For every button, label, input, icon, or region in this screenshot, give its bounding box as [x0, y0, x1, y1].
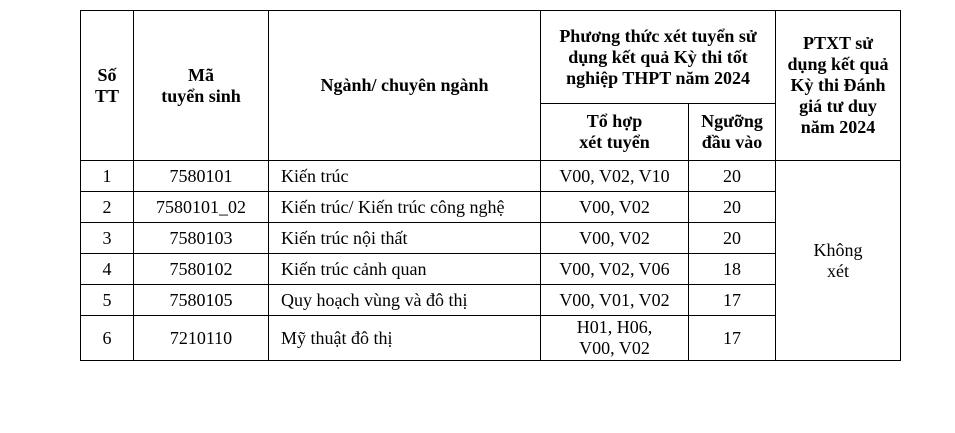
cell-stt: 1 [81, 161, 134, 192]
cell-to-hop: V00, V02, V10 [541, 161, 689, 192]
cell-ma: 7580102 [134, 254, 269, 285]
header-stt-line: TT [94, 85, 119, 106]
cell-khong-xet [776, 161, 901, 361]
cell-nguong: 18 [689, 254, 776, 285]
header-ptxt-thpt-line: dụng kết quả Kỳ thi tốt [568, 46, 748, 67]
cell-stt: 6 [81, 316, 134, 361]
cell-ma: 7580101 [134, 161, 269, 192]
header-to-hop-line: Tổ hợp [586, 111, 643, 131]
cell-nguong: 17 [689, 285, 776, 316]
table-row [81, 161, 901, 192]
cell-to-hop-line: V00, V02 [579, 338, 650, 358]
cell-to-hop: V00, V02, V06 [541, 254, 689, 285]
cell-stt: 3 [81, 223, 134, 254]
cell-ma: 7580105 [134, 285, 269, 316]
header-to-hop-line: xét tuyển [579, 132, 650, 152]
cell-ma: 7580101_02 [134, 192, 269, 223]
cell-to-hop: V00, V02 [541, 223, 689, 254]
header-ma-line: Mã [188, 64, 214, 85]
cell-nguong: 20 [689, 192, 776, 223]
khong-xet-line: Không [813, 239, 863, 260]
cell-nguong: 17 [689, 316, 776, 361]
cell-nguong: 20 [689, 161, 776, 192]
header-ma [134, 11, 269, 161]
header-stt [81, 11, 134, 161]
header-ma-line: tuyển sinh [161, 85, 241, 106]
cell-nganh: Kiến trúc nội thất [269, 223, 541, 254]
header-to-hop [541, 104, 689, 161]
cell-to-hop: V00, V02 [541, 192, 689, 223]
header-ptxt-dgtd-line: dụng kết quả [787, 54, 889, 74]
cell-ma: 7210110 [134, 316, 269, 361]
header-ptxt-dgtd [776, 11, 901, 161]
cell-nganh: Kiến trúc/ Kiến trúc công nghệ [269, 192, 541, 223]
cell-nganh: Kiến trúc cảnh quan [269, 254, 541, 285]
cell-nguong: 20 [689, 223, 776, 254]
admission-table [80, 10, 901, 361]
cell-stt: 5 [81, 285, 134, 316]
header-ptxt-dgtd-line: giá tư duy [799, 96, 877, 116]
khong-xet-line: xét [827, 260, 850, 281]
cell-to-hop-line: H01, H06, [576, 317, 653, 337]
header-stt-line: Số [97, 64, 117, 85]
header-nganh: Ngành/ chuyên ngành [269, 11, 541, 161]
header-ptxt-thpt-line: Phương thức xét tuyển sử [559, 25, 757, 46]
cell-to-hop: V00, V01, V02 [541, 285, 689, 316]
header-ptxt-thpt-line: nghiệp THPT năm 2024 [566, 67, 750, 88]
header-ptxt-dgtd-line: PTXT sử [803, 33, 874, 53]
cell-stt: 2 [81, 192, 134, 223]
header-ptxt-thpt [541, 11, 776, 104]
cell-nganh: Kiến trúc [269, 161, 541, 192]
cell-ma: 7580103 [134, 223, 269, 254]
header-nguong-line: đầu vào [701, 132, 763, 152]
cell-nganh: Mỹ thuật đô thị [269, 316, 541, 361]
cell-to-hop [541, 316, 689, 361]
cell-nganh: Quy hoạch vùng và đô thị [269, 285, 541, 316]
header-nguong-line: Ngưỡng [701, 111, 763, 131]
cell-stt: 4 [81, 254, 134, 285]
header-nguong [689, 104, 776, 161]
header-ptxt-dgtd-line: năm 2024 [800, 117, 876, 137]
header-ptxt-dgtd-line: Kỳ thi Đánh [790, 75, 886, 95]
